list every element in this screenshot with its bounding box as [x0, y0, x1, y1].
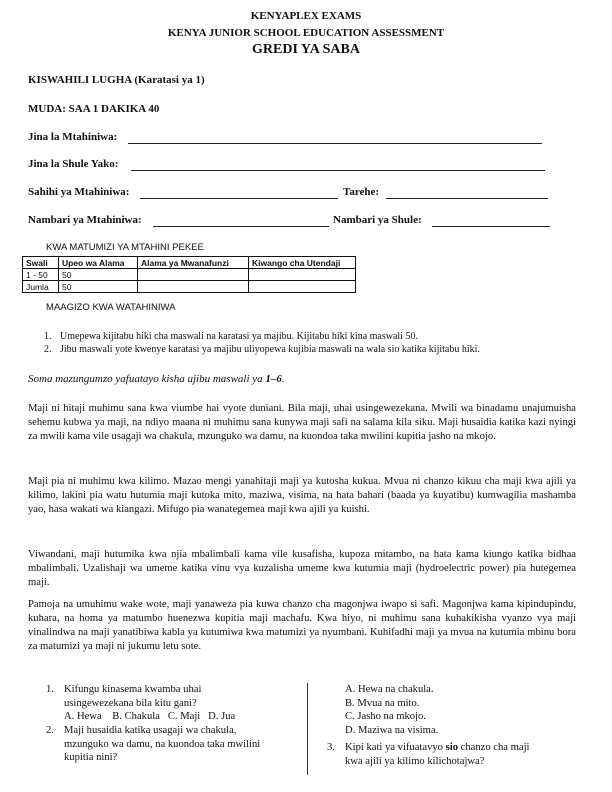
candidate-number-label: Nambari ya Mtahiniwa: [28, 214, 142, 226]
question-text-part: Kipi kati ya vifuatavyo [345, 742, 446, 753]
school-number-label: Nambari ya Shule: [333, 214, 422, 226]
instruction-text: Jibu maswali yote kwenye karatasi ya majibu uliyopewa kujibia maswali na wala sio katika kijitabu hiki. [60, 344, 480, 355]
question-text: mzunguko wa damu, na kuondoa taka mwilini [64, 738, 261, 750]
table-cell[interactable] [138, 281, 249, 293]
paper-duration: MUDA: SAA 1 DAKIKA 40 [28, 103, 160, 115]
column-header: Swali [23, 257, 59, 269]
question-text: Maji husaidia katika usagaji wa chakula, [64, 725, 237, 736]
question-1 [64, 683, 304, 724]
question-text [345, 741, 585, 755]
candidate-number-field[interactable] [153, 226, 329, 227]
question-2-options [345, 683, 575, 737]
question-options: A. Hewa B. Chakula C. Maji D. Jua [64, 711, 236, 722]
school-field[interactable] [131, 170, 545, 171]
instruction-item [44, 343, 584, 356]
assessment-title: KENYA JUNIOR SCHOOL EDUCATION ASSESSMENT [167, 27, 445, 39]
paper-subject: KISWAHILI LUGHA (Karatasi ya 1) [28, 74, 205, 86]
school-number-field[interactable] [432, 226, 550, 227]
instruction-number: 2. [44, 344, 52, 355]
passage-intro [28, 373, 285, 385]
intro-end: . [281, 373, 285, 385]
question-number: 2. [46, 725, 54, 736]
signature-field[interactable] [140, 198, 338, 199]
table-header-row [23, 257, 356, 269]
question-text: kupitia nini? [64, 752, 118, 763]
passage-paragraph: Viwandani, maji hutumika kwa njia mbalimbali kama vile kusafisha, kupoza mitambo, na hata kama kiungo katika bidhaa mbalimbali. Uzalishaji wa umeme katika vinu vya kuzalisha umeme kwa kutumia maji (hydroelectric power) pia hutegemea maji. [28, 549, 576, 588]
intro-range: 1–6 [265, 373, 282, 385]
passage-paragraph: Maji pia ni muhimu kwa kilimo. Mazao mengi yanahitaji maji ya kutosha kukua. Mvua ni chanzo kikuu cha maji kwa ajili ya kilimo, lakini pia watu hutumia maji kutoka mito, maziwa, visima, na hata bahari (baada ya kuyatibu) kumwagilia mashamba yao, hasa wakati wa kiangazi. Mifugo pia wanategemea maji kwa ajili ya kuishi. [28, 476, 576, 515]
instruction-text: Umepewa kijitabu hiki cha maswali na karatasi ya majibu. Kijitabu hiki kina maswali 50. [60, 331, 418, 342]
answer-option: C. Jasho na mkojo. [345, 711, 426, 722]
name-field[interactable] [128, 143, 542, 144]
table-cell: 50 [59, 269, 138, 281]
answer-option: D. Maziwa na visima. [345, 724, 439, 736]
column-header: Upeo wa Alama [59, 257, 138, 269]
table-cell[interactable] [138, 269, 249, 281]
name-label: Jina la Mtahiniwa: [28, 131, 118, 143]
column-header: Alama ya Mwanafunzi [138, 257, 249, 269]
answer-option: B. Mvua na mito. [345, 697, 420, 709]
table-row [23, 281, 356, 293]
table-cell: 50 [59, 281, 138, 293]
question-number: 1. [46, 684, 54, 695]
passage-paragraph: Pamoja na umuhimu wake wote, maji yanaweza pia kuwa chanzo cha magonjwa iwapo si safi. Magonjwa kama kipindupindu, kuhara, na homa ya matumbo huenezwa kupitia maji machafu. Kwa hiyo, ni muhimu sana kuhakikisha vyanzo vya maji vinalindwa na maji yanatibiwa kabla ya kutumiwa kwa matumizi ya nyumbani. Kuhifadhi maji ya mvua na kutumia mbinu bora za matumizi ya maji ni jukumu letu sote. [28, 599, 576, 652]
question-text: usingewezekana bila kitu gani? [64, 697, 197, 709]
table-row [23, 269, 356, 281]
question-text-part: chanzo cha maji [458, 742, 530, 753]
examiner-table [22, 256, 356, 293]
question-2 [64, 724, 304, 765]
table-cell: 1 - 50 [23, 269, 59, 281]
grade-title: GREDI YA SABA [252, 42, 360, 57]
signature-label: Sahihi ya Mtahiniwa: [28, 186, 130, 198]
question-text: kwa ajili ya kilimo kilichotajwa? [345, 755, 485, 767]
passage-paragraph: Maji ni hitaji muhimu sana kwa viumbe hai vyote duniani. Bila maji, uhai usingewezekana. Mwili wa binadamu unajumuisha sehemu kubwa ya maji, na ndiyo maana ni muhimu sana kunywa maji safi na salama kila siku. Maji husaidia katika kazi nyingi za mwili kama vile usagaji wa chakula, mzunguko wa damu, na kuondoa taka mwilini kupitia jasho na mkojo. [28, 403, 576, 442]
date-field[interactable] [386, 198, 548, 199]
instructions-list [44, 330, 584, 356]
examiner-title: KWA MATUMIZI YA MTAHINI PEKEE [46, 242, 204, 253]
date-label: Tarehe: [343, 186, 380, 198]
question-emphasis: sio [445, 742, 458, 753]
column-divider [307, 683, 308, 775]
question-text: Kifungu kinasema kwamba uhai [64, 684, 202, 695]
instruction-number: 1. [44, 331, 52, 342]
exam-org: KENYAPLEX EXAMS [250, 10, 362, 22]
instructions-title: MAAGIZO KWA WATAHINIWA [46, 302, 176, 313]
table-cell: Jumla [23, 281, 59, 293]
table-cell[interactable] [249, 281, 356, 293]
question-3 [345, 741, 585, 768]
school-label: Jina la Shule Yako: [28, 158, 119, 170]
answer-option: A. Hewa na chakula. [345, 684, 434, 695]
table-cell[interactable] [249, 269, 356, 281]
question-number: 3. [327, 742, 335, 753]
instruction-item [44, 330, 584, 343]
intro-text: Soma mazungumzo yafuatayo kisha ujibu maswali ya [28, 373, 266, 385]
column-header: Kiwango cha Utendaji [249, 257, 356, 269]
